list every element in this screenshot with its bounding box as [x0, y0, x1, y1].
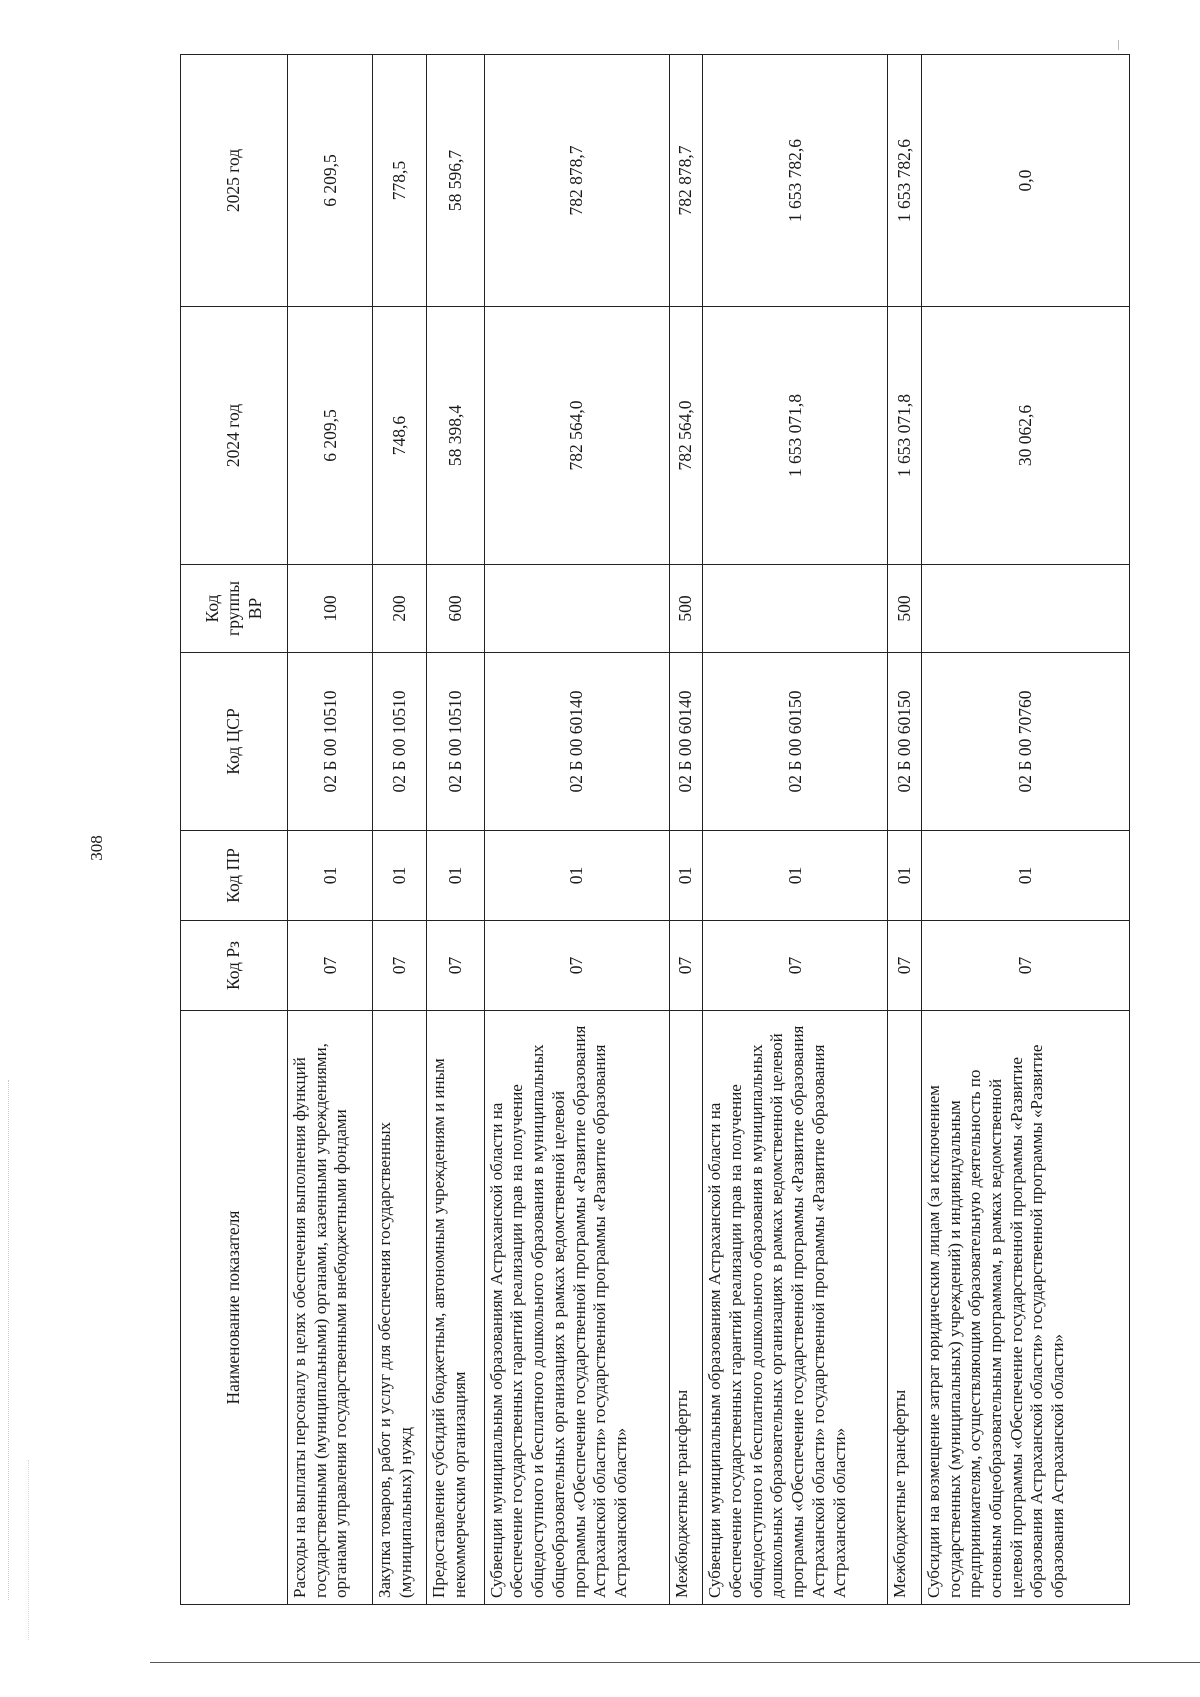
scan-artifact — [28, 1460, 31, 1640]
table-row — [484, 55, 669, 1605]
row-csr: 02 Б 00 60150 — [703, 653, 888, 831]
row-2025: 782 878,7 — [484, 55, 669, 307]
row-pr: 01 — [427, 831, 484, 921]
row-2024: 30 062,6 — [921, 307, 1129, 565]
header-2025: 2025 год — [181, 55, 288, 307]
row-2024: 748,6 — [373, 307, 427, 565]
row-2024: 782 564,0 — [484, 307, 669, 565]
header-rz: Код Рз — [181, 921, 288, 1011]
row-rz: 07 — [373, 921, 427, 1011]
row-csr: 02 Б 00 10510 — [288, 653, 373, 831]
header-name: Наименование показателя — [181, 1011, 288, 1605]
table-row — [669, 55, 702, 1605]
row-2024: 6 209,5 — [288, 307, 373, 565]
row-rz: 07 — [484, 921, 669, 1011]
row-2025: 58 596,7 — [427, 55, 484, 307]
row-name: Расходы на выплаты персоналу в целях обеспечения выполнения функций государственными (муниципальными) органами, казенными учреждениями, органами управления государственными внебюджетными фондами — [288, 1011, 373, 1605]
row-pr: 01 — [373, 831, 427, 921]
row-2025: 782 878,7 — [669, 55, 702, 307]
row-csr: 02 Б 00 60150 — [888, 653, 921, 831]
row-rz: 07 — [921, 921, 1129, 1011]
row-csr: 02 Б 00 60140 — [484, 653, 669, 831]
row-vr — [484, 565, 669, 653]
row-name: Предоставление субсидий бюджетным, автономным учреждениям и иным некоммерческим организациям — [427, 1011, 484, 1605]
row-2024: 1 653 071,8 — [888, 307, 921, 565]
page-number: 308 — [87, 835, 106, 861]
budget-table-region — [180, 55, 1130, 1605]
row-vr: 100 — [288, 565, 373, 653]
row-2025: 1 653 782,6 — [703, 55, 888, 307]
row-pr: 01 — [669, 831, 702, 921]
row-rz: 07 — [427, 921, 484, 1011]
row-csr: 02 Б 00 70760 — [921, 653, 1129, 831]
row-name: Закупка товаров, работ и услуг для обеспечения государственных (муниципальных) нужд — [373, 1011, 427, 1605]
rotated-table-container — [180, 55, 1130, 1605]
row-vr: 500 — [888, 565, 921, 653]
row-vr: 600 — [427, 565, 484, 653]
row-pr: 01 — [921, 831, 1129, 921]
row-2025: 0,0 — [921, 55, 1129, 307]
budget-table — [180, 54, 1130, 1605]
scan-artifact — [1118, 40, 1119, 50]
scan-artifact — [8, 1080, 11, 1600]
table-row — [288, 55, 373, 1605]
row-2024: 1 653 071,8 — [703, 307, 888, 565]
bottom-rule — [150, 1662, 1200, 1663]
header-row — [181, 55, 288, 1605]
row-name: Субвенции муниципальным образованиям Астраханской области на обеспечение государственных гарантий реализации прав на получение общедоступного и бесплатного дошкольного образования в муниципальных общеобразовательных организациях в рамках ведомственной целевой программы «Обеспечение государственной программы «Развитие образования Астраханской области» государственной программы «Развитие образования Астраханской области» — [484, 1011, 669, 1605]
row-name: Межбюджетные трансферты — [669, 1011, 702, 1605]
row-pr: 01 — [288, 831, 373, 921]
table-row — [921, 55, 1129, 1605]
table-row — [427, 55, 484, 1605]
row-rz: 07 — [888, 921, 921, 1011]
row-rz: 07 — [703, 921, 888, 1011]
row-rz: 07 — [669, 921, 702, 1011]
table-row — [373, 55, 427, 1605]
row-vr: 200 — [373, 565, 427, 653]
row-name: Субвенции муниципальным образованиям Астраханской области на обеспечение государственных гарантий реализации прав на получение общедоступного и бесплатного дошкольного образования в муниципальных дошкольных образовательных организациях в рамках ведомственной целевой программы «Обеспечение государственной программы «Развитие образования Астраханской области» государственной программы «Развитие образования Астраханской области» — [703, 1011, 888, 1605]
row-2025: 1 653 782,6 — [888, 55, 921, 307]
row-pr: 01 — [703, 831, 888, 921]
row-vr — [921, 565, 1129, 653]
row-2025: 778,5 — [373, 55, 427, 307]
row-2024: 782 564,0 — [669, 307, 702, 565]
header-2024: 2024 год — [181, 307, 288, 565]
header-csr: Код ЦСР — [181, 653, 288, 831]
row-name: Субсидии на возмещение затрат юридическим лицам (за исключением государственных (муниципальных) учреждений) и индивидуальным предпринимателям, осуществляющим образовательную деятельность по основным общеобразовательным программам, в рамках ведомственной целевой программы «Обеспечение государственной программы «Развитие образования Астраханской области» государственной программы «Развитие образования Астраханской области» — [921, 1011, 1129, 1605]
table-row — [888, 55, 921, 1605]
row-csr: 02 Б 00 60140 — [669, 653, 702, 831]
header-vr: Код группы ВР — [181, 565, 288, 653]
row-2024: 58 398,4 — [427, 307, 484, 565]
row-2025: 6 209,5 — [288, 55, 373, 307]
header-pr: Код ПР — [181, 831, 288, 921]
table-row — [703, 55, 888, 1605]
row-vr — [703, 565, 888, 653]
row-pr: 01 — [484, 831, 669, 921]
row-pr: 01 — [888, 831, 921, 921]
row-csr: 02 Б 00 10510 — [427, 653, 484, 831]
row-csr: 02 Б 00 10510 — [373, 653, 427, 831]
row-vr: 500 — [669, 565, 702, 653]
row-rz: 07 — [288, 921, 373, 1011]
row-name: Межбюджетные трансферты — [888, 1011, 921, 1605]
